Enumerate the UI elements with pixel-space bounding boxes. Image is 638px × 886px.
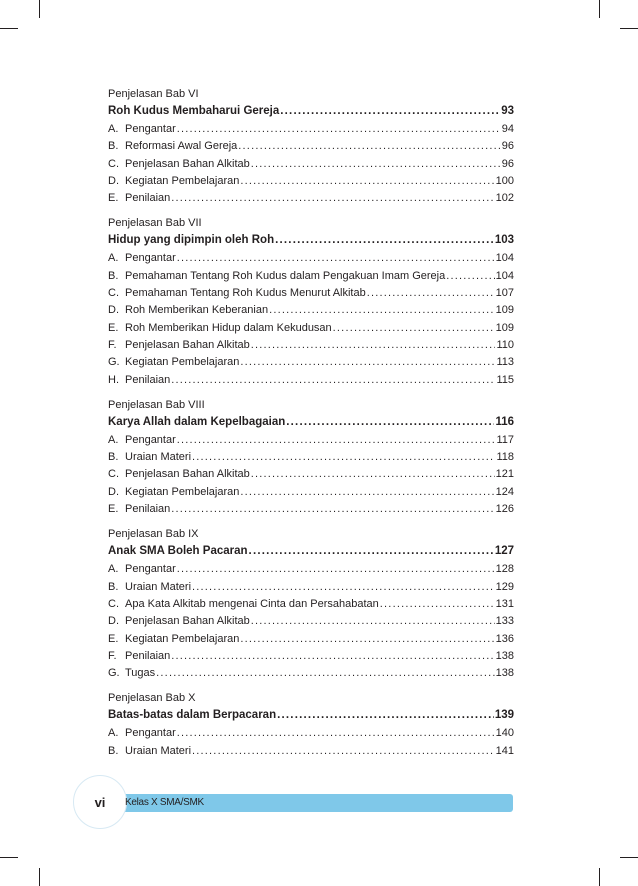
entry-text: Penilaian <box>125 192 171 205</box>
entry-letter: G. <box>108 356 120 369</box>
dot-leader <box>249 545 494 558</box>
entry-letter: B. <box>108 580 119 593</box>
entry-letter: A. <box>108 433 119 446</box>
footer-running-text: Kelas X SMA/SMK <box>125 797 204 808</box>
toc-entry[interactable] <box>108 123 514 140</box>
entry-page-number: 94 <box>501 123 514 135</box>
entry-page-number: 138 <box>495 649 514 662</box>
dot-leader <box>171 503 494 516</box>
entry-page-number: 113 <box>496 356 514 369</box>
entry-page-number: 141 <box>495 744 514 757</box>
dot-leader <box>280 105 500 118</box>
toc-entry[interactable] <box>108 727 514 744</box>
entry-page-number: 121 <box>495 468 514 481</box>
dot-leader <box>269 304 495 317</box>
entry-letter: C. <box>108 597 119 610</box>
toc-entry[interactable] <box>108 633 514 650</box>
section-heading: Penjelasan Bab X <box>108 692 196 705</box>
entry-label <box>108 339 250 352</box>
entry-letter: F. <box>108 338 117 351</box>
crop-mark <box>0 857 18 858</box>
toc-entry[interactable] <box>108 615 514 632</box>
dot-leader <box>367 287 495 300</box>
entry-page-number: 109 <box>495 321 514 334</box>
entry-letter: E. <box>108 632 119 645</box>
entry-page-number: 131 <box>495 597 514 610</box>
entry-text: Pengantar <box>125 433 176 446</box>
entry-label <box>108 140 237 153</box>
crop-mark <box>599 0 600 18</box>
entry-page-number: 117 <box>496 433 514 446</box>
entry-page-number: 124 <box>495 485 514 498</box>
toc-entry[interactable] <box>108 252 514 269</box>
dot-leader <box>251 615 495 628</box>
crop-mark <box>39 0 40 18</box>
dot-leader <box>192 745 495 758</box>
crop-mark <box>620 28 638 29</box>
entry-label <box>108 650 170 663</box>
entry-text: Uraian Materi <box>125 580 192 593</box>
dot-leader <box>192 581 495 594</box>
entry-letter: C. <box>108 157 119 170</box>
entry-letter: B. <box>108 744 119 757</box>
entry-text: Apa Kata Alkitab mengenai Cinta dan Persahabatan <box>125 597 379 610</box>
chapter-title-entry[interactable] <box>108 234 514 252</box>
entry-label <box>108 667 155 680</box>
entry-letter: F. <box>108 649 117 662</box>
entry-label <box>108 727 176 740</box>
toc-entry[interactable] <box>108 581 514 598</box>
toc-entry[interactable] <box>108 356 514 373</box>
page-number: vi <box>94 794 106 810</box>
entry-letter: H. <box>108 373 119 386</box>
dot-leader <box>240 356 495 369</box>
toc-entry[interactable] <box>108 304 514 321</box>
chapter-title-entry[interactable] <box>108 416 514 434</box>
entry-text: Kegiatan Pembelajaran <box>125 632 240 645</box>
chapter-title-entry[interactable] <box>108 545 514 563</box>
chapter-title-entry[interactable] <box>108 105 514 123</box>
entry-label <box>108 434 176 447</box>
entry-label <box>108 374 170 387</box>
entry-page-number: 96 <box>501 140 514 153</box>
section-heading: Penjelasan Bab VIII <box>108 398 205 411</box>
toc-entry[interactable] <box>108 322 514 339</box>
toc-entry[interactable] <box>108 374 514 391</box>
dot-leader <box>171 650 494 663</box>
toc-section <box>108 690 514 762</box>
chapter-page-number: 93 <box>501 105 514 117</box>
toc-entry[interactable] <box>108 745 514 762</box>
chapter-title: Anak SMA Boleh Pacaran <box>108 545 248 558</box>
toc-entry[interactable] <box>108 486 514 503</box>
dot-leader <box>156 667 494 680</box>
entry-label <box>108 468 250 481</box>
toc-entry[interactable] <box>108 667 514 684</box>
crop-mark <box>0 28 18 29</box>
toc-entry[interactable] <box>108 339 514 356</box>
section-heading: Penjelasan Bab VII <box>108 217 202 230</box>
entry-letter: A. <box>108 727 119 740</box>
entry-text: Penjelasan Bahan Alkitab <box>125 615 250 628</box>
dot-leader <box>286 416 494 429</box>
crop-mark <box>620 857 638 858</box>
toc-entry[interactable] <box>108 158 514 175</box>
entry-text: Penjelasan Bahan Alkitab <box>125 157 250 170</box>
entry-letter: B. <box>108 140 119 153</box>
toc-section <box>108 526 514 684</box>
entry-letter: E. <box>108 321 119 334</box>
entry-letter: G. <box>108 667 120 680</box>
entry-text: Penjelasan Bahan Alkitab <box>125 468 250 481</box>
toc-entry[interactable] <box>108 434 514 451</box>
entry-label <box>108 563 176 576</box>
chapter-title-entry[interactable] <box>108 709 514 727</box>
entry-label <box>108 287 366 300</box>
dot-leader <box>177 727 495 740</box>
entry-text: Kegiatan Pembelajaran <box>125 485 240 498</box>
page-number-circle <box>73 775 127 829</box>
entry-letter: B. <box>108 269 119 282</box>
chapter-page-number: 139 <box>494 709 514 722</box>
toc-section <box>108 397 514 520</box>
dot-leader <box>177 563 495 576</box>
entry-page-number: 129 <box>495 580 514 593</box>
entry-label <box>108 304 268 317</box>
entry-label <box>108 322 332 335</box>
entry-page-number: 104 <box>495 269 514 282</box>
toc-entry[interactable] <box>108 451 514 468</box>
entry-letter: E. <box>108 503 119 516</box>
chapter-page-number: 116 <box>495 415 514 428</box>
entry-letter: D. <box>108 615 119 628</box>
entry-letter: D. <box>108 174 119 187</box>
dot-leader <box>277 709 494 722</box>
entry-text: Uraian Materi <box>125 744 192 757</box>
dot-leader <box>251 158 501 171</box>
entry-label <box>108 581 191 594</box>
dot-leader <box>275 234 494 247</box>
dot-leader <box>171 192 494 205</box>
chapter-title: Roh Kudus Membaharui Gereja <box>108 105 280 117</box>
chapter-page-number: 127 <box>494 545 514 558</box>
entry-letter: D. <box>108 304 119 317</box>
entry-page-number: 96 <box>501 157 514 170</box>
dot-leader <box>240 486 494 499</box>
chapter-title: Batas-batas dalam Berpacaran <box>108 709 277 722</box>
dot-leader <box>177 252 495 265</box>
crop-mark <box>39 868 40 886</box>
toc-entry[interactable] <box>108 468 514 485</box>
entry-label <box>108 192 170 205</box>
dot-leader <box>171 374 495 387</box>
entry-letter: C. <box>108 468 119 481</box>
entry-page-number: 104 <box>495 252 514 265</box>
toc-entry[interactable] <box>108 140 514 157</box>
dot-leader <box>177 434 496 447</box>
toc-entry[interactable] <box>108 175 514 192</box>
entry-text: Pengantar <box>125 123 176 135</box>
entry-text: Pemahaman Tentang Roh Kudus dalam Pengakuan Imam Gereja <box>125 269 446 282</box>
entry-label <box>108 633 239 646</box>
entry-text: Roh Memberikan Keberanian <box>125 304 269 317</box>
dot-leader <box>251 339 496 352</box>
dot-leader <box>446 270 494 283</box>
entry-text: Penilaian <box>125 649 171 662</box>
entry-page-number: 107 <box>495 287 514 300</box>
crop-mark <box>599 868 600 886</box>
dot-leader <box>240 175 494 188</box>
entry-text: Reformasi Awal Gereja <box>125 140 238 153</box>
entry-text: Pengantar <box>125 563 176 576</box>
section-heading: Penjelasan Bab VI <box>108 88 199 100</box>
dot-leader <box>192 451 495 464</box>
chapter-page-number: 103 <box>494 234 514 247</box>
entry-label <box>108 123 176 136</box>
entry-page-number: 138 <box>495 667 514 680</box>
entry-page-number: 133 <box>495 615 514 628</box>
dot-leader <box>238 140 500 153</box>
entry-label <box>108 486 239 499</box>
toc-entry[interactable] <box>108 563 514 580</box>
entry-label <box>108 356 239 369</box>
entry-letter: B. <box>108 451 119 464</box>
entry-label <box>108 252 176 265</box>
entry-letter: E. <box>108 192 119 205</box>
entry-letter: D. <box>108 485 119 498</box>
dot-leader <box>333 322 495 335</box>
toc-entry[interactable] <box>108 192 514 209</box>
entry-page-number: 115 <box>496 373 514 386</box>
entry-page-number: 110 <box>496 338 514 351</box>
chapter-title: Karya Allah dalam Kepelbagaian <box>108 415 286 428</box>
entry-page-number: 109 <box>495 304 514 317</box>
entry-label <box>108 175 239 188</box>
entry-label <box>108 615 250 628</box>
entry-text: Pemahaman Tentang Roh Kudus Menurut Alkitab <box>125 287 366 300</box>
entry-letter: A. <box>108 123 119 135</box>
dot-leader <box>251 468 495 481</box>
toc-entry[interactable] <box>108 287 514 304</box>
entry-text: Roh Memberikan Hidup dalam Kekudusan <box>125 321 332 334</box>
entry-label <box>108 503 170 516</box>
toc-section <box>108 215 514 390</box>
entry-letter: A. <box>108 252 119 265</box>
entry-page-number: 102 <box>495 192 514 205</box>
entry-label <box>108 598 379 611</box>
entry-label <box>108 270 445 283</box>
entry-letter: C. <box>108 287 119 300</box>
toc-entry[interactable] <box>108 650 514 667</box>
toc-entry[interactable] <box>108 270 514 287</box>
entry-page-number: 100 <box>495 174 514 187</box>
toc-entry[interactable] <box>108 598 514 615</box>
toc-section <box>108 86 514 209</box>
chapter-title: Hidup yang dipimpin oleh Roh <box>108 234 275 247</box>
entry-text: Pengantar <box>125 727 176 740</box>
entry-text: Penilaian <box>125 373 171 386</box>
dot-leader <box>240 633 494 646</box>
entry-page-number: 128 <box>495 563 514 576</box>
entry-text: Uraian Materi <box>125 451 192 464</box>
entry-text: Penjelasan Bahan Alkitab <box>125 338 250 351</box>
entry-label <box>108 745 191 758</box>
entry-text: Pengantar <box>125 252 176 265</box>
entry-label <box>108 451 191 464</box>
entry-page-number: 126 <box>495 503 514 516</box>
entry-page-number: 118 <box>496 451 514 464</box>
entry-text: Penilaian <box>125 503 171 516</box>
entry-text: Tugas <box>125 667 156 680</box>
entry-text: Kegiatan Pembelajaran <box>125 356 240 369</box>
entry-text: Kegiatan Pembelajaran <box>125 174 240 187</box>
entry-page-number: 140 <box>495 727 514 740</box>
section-heading: Penjelasan Bab IX <box>108 528 199 541</box>
entry-page-number: 136 <box>495 632 514 645</box>
toc-entry[interactable] <box>108 503 514 520</box>
table-of-contents <box>108 86 514 768</box>
entry-label <box>108 158 250 171</box>
entry-letter: A. <box>108 563 119 576</box>
dot-leader <box>177 123 501 136</box>
dot-leader <box>380 598 495 611</box>
